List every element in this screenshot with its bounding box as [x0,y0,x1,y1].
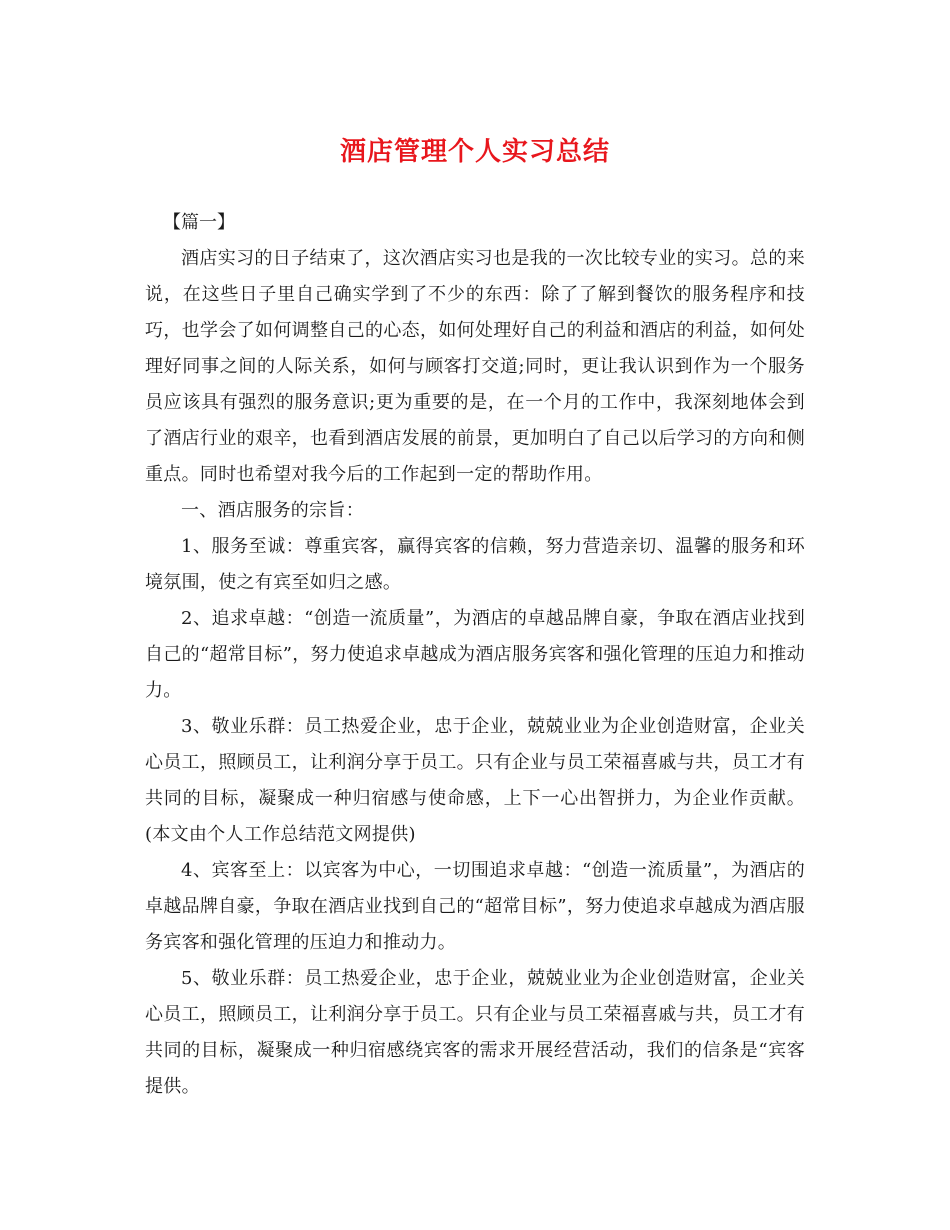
document-body [145,205,805,1105]
paragraph-heading-service-purpose: 一、酒店服务的宗旨： [181,500,364,521]
paragraph-item-2: 2、追求卓越：“创造一流质量”，为酒店的卓越品牌自豪，争取在酒店业找到自己的“超常目标”，努力使追求卓越成为酒店服务宾客和强化管理的压迫力和推动力。 [145,608,805,701]
section-marker: 【篇一】 [163,212,235,233]
paragraph-item-5: 5、敬业乐群：员工热爱企业，忠于企业，兢兢业业为企业创造财富，企业关心员工，照顾员工，让利润分享于员工。只有企业与员工荣福喜戚与共，员工才有共同的目标，凝聚成一种归宿感绕宾客的需求开展经营活动，我们的信条是“宾客提供。 [145,968,805,1097]
paragraph-item-3: 3、敬业乐群：员工热爱企业，忠于企业，兢兢业业为企业创造财富，企业关心员工，照顾员工，让利润分享于员工。只有企业与员工荣福喜戚与共，员工才有共同的目标，凝聚成一种归宿感与使命感，上下一心出智拼力，为企业作贡献。(本文由个人工作总结范文网提供) [145,716,805,845]
paragraph-item-1: 1、服务至诚：尊重宾客，赢得宾客的信赖，努力营造亲切、温馨的服务和环境氛围，使之有宾至如归之感。 [145,536,805,593]
paragraph-intro: 酒店实习的日子结束了，这次酒店实习也是我的一次比较专业的实习。总的来说，在这些日子里自己确实学到了不少的东西：除了了解到餐饮的服务程序和技巧，也学会了如何调整自己的心态，如何处理好自己的利益和酒店的利益，如何处理好同事之间的人际关系，如何与顾客打交道;同时，更让我认识到作为一个服务员应该具有强烈的服务意识;更为重要的是，在一个月的工作中，我深刻地体会到了酒店行业的艰辛，也看到酒店发展的前景，更加明白了自己以后学习的方向和侧重点。同时也希望对我今后的工作起到一定的帮助作用。 [145,248,805,485]
paragraph-item-4: 4、宾客至上：以宾客为中心，一切围追求卓越：“创造一流质量”，为酒店的卓越品牌自豪，争取在酒店业找到自己的“超常目标”，努力使追求卓越成为酒店服务宾客和强化管理的压迫力和推动力。 [145,860,805,953]
document-title: 酒店管理个人实习总结 [339,137,610,167]
